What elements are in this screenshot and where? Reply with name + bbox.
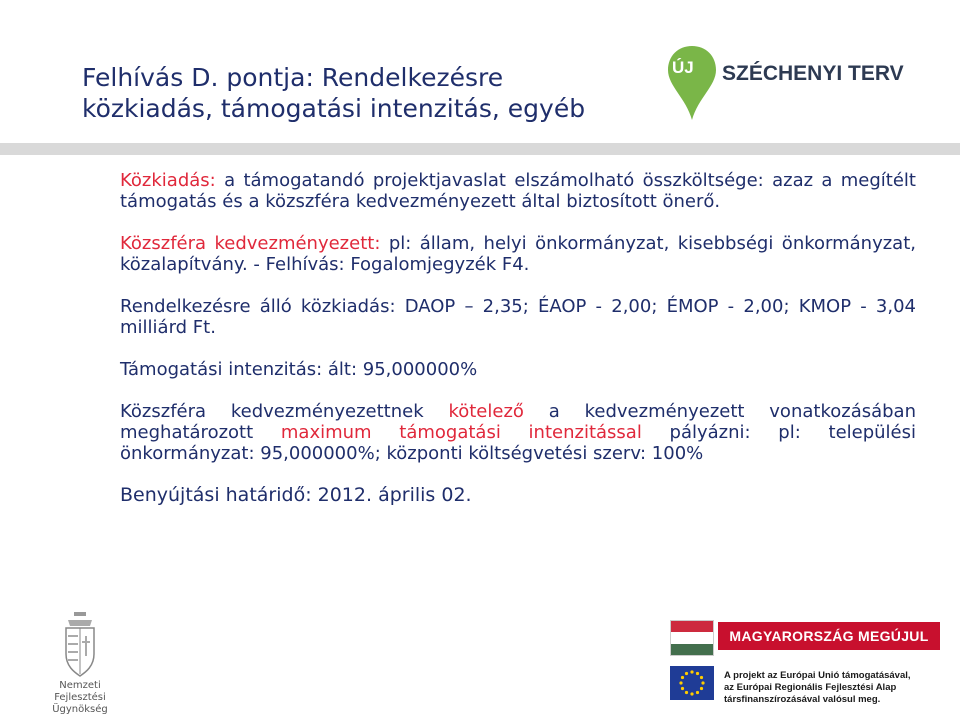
slide-body	[120, 170, 916, 527]
kotelezo-text-c: pályázni: pl: települési önkormányzat: 95,000000%; központi költségvetési szerv: 100%	[120, 422, 917, 464]
title-line-2: közkiadás, támogatási intenzitás, egyéb	[82, 94, 586, 123]
szechenyi-terv-logo	[666, 44, 926, 122]
paragraph-kozkiadas	[120, 170, 916, 212]
pin-label: ÚJ	[672, 58, 694, 77]
paragraph-kotelezo	[120, 401, 916, 464]
eu-line-2: az Európai Regionális Fejlesztési Alap	[724, 682, 897, 693]
max-intensity-highlight: maximum támogatási intenzitással	[280, 422, 642, 443]
eu-line-1: A projekt az Európai Unió támogatásával,	[724, 670, 911, 681]
term-kozkiadas: Közkiadás:	[120, 170, 216, 191]
eu-line-3: társfinanszírozásával valósul meg.	[724, 694, 881, 705]
term-kozszfera: Közszféra kedvezményezett:	[120, 233, 381, 254]
paragraph-kozkiadas-amount: Rendelkezésre álló közkiadás: DAOP – 2,35; ÉAOP - 2,00; ÉMOP - 2,00; KMOP - 3,04 milliárd Ft.	[120, 296, 916, 338]
eu-funding-statement	[724, 670, 954, 706]
paragraph-intenzitas: Támogatási intenzitás: ált: 95,000000%	[120, 359, 478, 380]
coat-of-arms-icon	[62, 612, 98, 682]
magyarorszag-megujul-banner: MAGYARORSZÁG MEGÚJUL	[718, 622, 940, 650]
nfu-line-1: Nemzeti	[59, 680, 101, 691]
nfu-line-2: Fejlesztési Ügynökség	[52, 692, 108, 715]
page-title	[82, 62, 642, 124]
funding-logos	[668, 614, 958, 718]
map-pin-icon	[666, 44, 718, 126]
definition-kozkiadas: a támogatandó projektjavaslat elszámolható összköltsége: azaz a megítélt támogatás és a közszféra kedvezményezett által biztosított önerő.	[120, 170, 916, 212]
brand-name: SZÉCHENYI TERV	[722, 62, 904, 85]
kotelezo-text-a: Közszféra kedvezményezettnek	[120, 401, 449, 422]
definition-kozszfera: pl: állam, helyi önkormányzat, kisebbségi önkormányzat, közalapítvány. - Felhívás: Fogalomjegyzék F4.	[120, 233, 916, 275]
title-line-1: Felhívás D. pontja: Rendelkezésre	[82, 63, 504, 92]
eu-flag-icon	[670, 666, 714, 700]
hungarian-flag-icon	[670, 620, 714, 656]
paragraph-kozszfera	[120, 233, 916, 275]
nfu-name	[30, 680, 130, 716]
header	[0, 0, 960, 143]
kotelezo-highlight: kötelező	[448, 401, 524, 422]
header-divider-band	[0, 143, 960, 155]
kotelezo-text-b: a kedvezményezett vonatkozásában meghatározott	[120, 401, 916, 443]
paragraph-deadline: Benyújtási határidő: 2012. április 02.	[120, 484, 472, 506]
nfu-logo	[30, 612, 130, 715]
